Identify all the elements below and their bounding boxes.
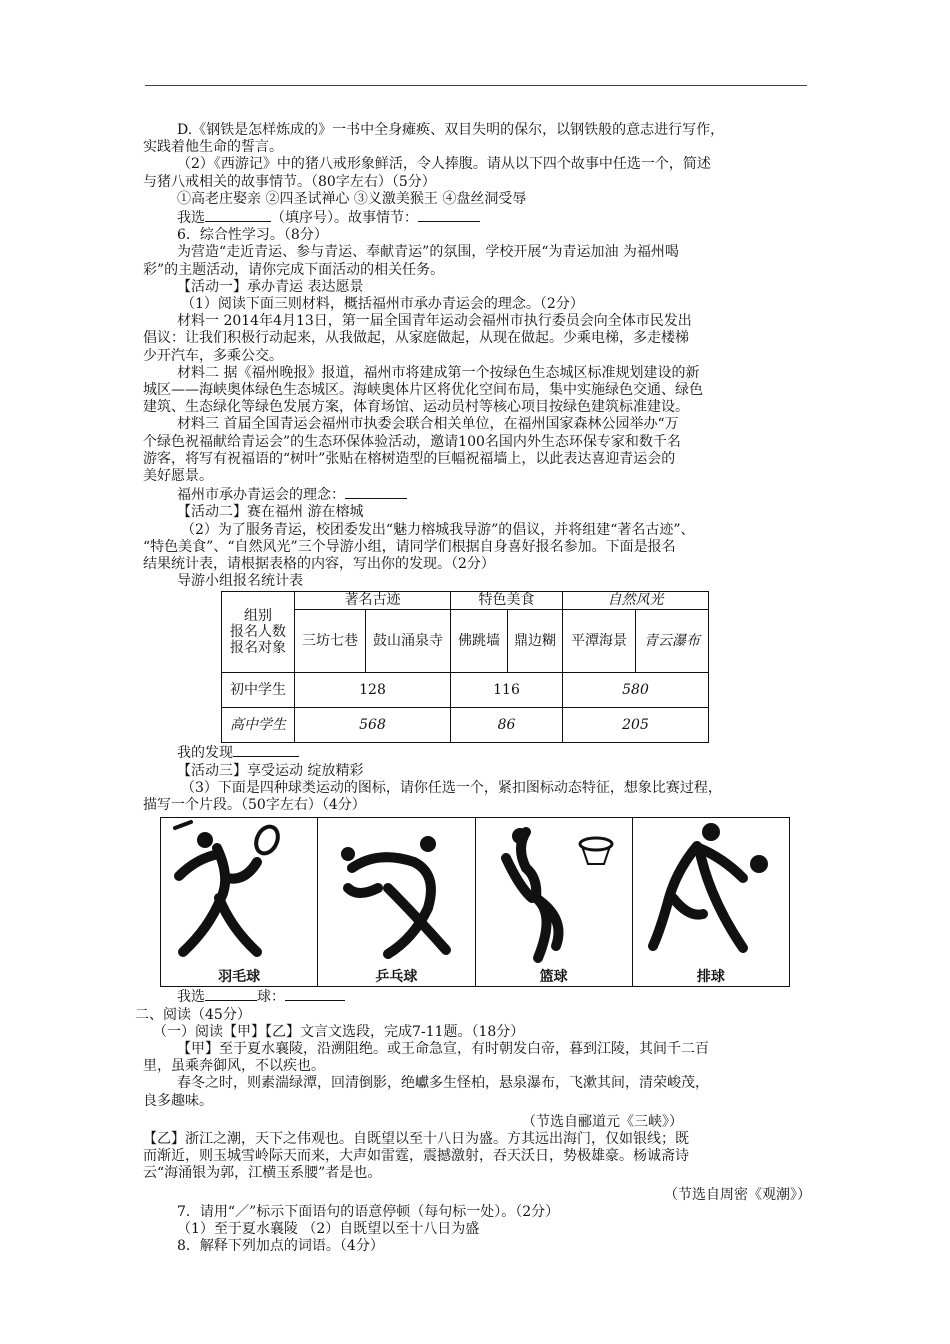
- corner-cell: [222, 592, 295, 673]
- line: 材料三 首届全国青运会福州市执委会联合相关单位，在福州国家森林公园举办“万: [177, 416, 679, 433]
- answer-blank[interactable]: [345, 485, 407, 499]
- line: 【乙】浙江之潮，天下之伟观也。自既望以至十八日为盛。方其远出海门，仅如银线；既: [143, 1130, 689, 1147]
- table-cell: 116: [451, 673, 563, 708]
- story-options: ①高老庄娶亲 ②四圣试禅心 ③义激美猴王 ④盘丝洞受辱: [177, 190, 527, 207]
- sub-header: 鼓山涌泉寺: [366, 610, 451, 673]
- question-heading: 8．解释下列加点的词语。（4分）: [177, 1238, 384, 1255]
- label: 我选: [177, 989, 205, 1006]
- line: 倡议：让我们积极行动起来，从我做起，从家庭做起，从现在做起。少乘电梯，多走楼梯: [143, 330, 689, 347]
- line: 云“海涌银为郭，江横玉系腰”者是也。: [143, 1165, 382, 1182]
- group-header: 自然风光: [563, 592, 709, 610]
- label: 报名人数: [230, 624, 286, 641]
- line: 城区——海峡奥体绿色生态城区。海峡奥体片区将优化空间布局，集中实施绿色交通、绿色: [143, 382, 703, 399]
- answer-line: [143, 208, 811, 227]
- activity-heading: 【活动二】赛在福州 游在榕城: [177, 504, 364, 521]
- source-note: （节选自郦道元《三峡》）: [522, 1113, 683, 1130]
- line: D.《钢铁是怎样炼成的》一书中全身瘫痪、双目失明的保尔，以钢铁般的意志进行写作，: [177, 122, 725, 138]
- row-label: 初中学生: [222, 673, 295, 708]
- exam-page: [135, 122, 811, 1255]
- row-label: 高中学生: [222, 708, 295, 743]
- line: 结果统计表，请根据表格的内容，写出你的发现。（2分）: [143, 556, 495, 573]
- line: （1）阅读下面三则材料，概括福州市承办青运会的理念。（2分）: [181, 296, 584, 313]
- line: 个绿色祝福献给青运会”的生态环保体验活动，邀请100名国内外生态环保专家和数千名: [143, 433, 681, 450]
- line: “特色美食”、“自然风光”三个导游小组，请同学们根据自身喜好报名参加。下面是报名: [143, 538, 676, 555]
- label: （填序号）。故事情节：: [271, 210, 418, 227]
- label: 球：: [257, 989, 285, 1006]
- line: 彩”的主题活动，请你完成下面活动的相关任务。: [143, 261, 445, 278]
- line: 材料一 2014年4月13日，第一届全国青年运动会福州市执行委员会向全体市民发出: [177, 313, 692, 330]
- table-tennis-icon: [318, 818, 475, 986]
- activity-heading: 【活动三】享受运动 绽放精彩: [177, 762, 364, 779]
- line: 春冬之时，则素湍绿潭，回清倒影，绝巘多生怪柏，悬泉瀑布，飞漱其间，清荣峻茂，: [177, 1075, 709, 1092]
- answer-blank[interactable]: [205, 208, 271, 222]
- table-cell: 86: [451, 708, 563, 743]
- answer-line: [143, 485, 811, 504]
- sport-cell-volleyball: [633, 818, 789, 986]
- table-cell: 568: [295, 708, 451, 743]
- table-title: 导游小组报名统计表: [177, 573, 303, 590]
- label: 福州市承办青运会的理念：: [177, 487, 345, 504]
- line: 实践着他生命的誓言。: [143, 139, 283, 156]
- line: 里，虽乘奔御风，不以疾也。: [143, 1058, 325, 1075]
- volleyball-icon: [633, 818, 794, 986]
- label: 我的发现: [177, 745, 233, 762]
- line: （3）下面是四种球类运动的图标，请你任选一个，紧扣图标动态特征，想象比赛过程，: [181, 779, 722, 796]
- answer-blank[interactable]: [205, 987, 257, 1001]
- table-cell: 128: [295, 673, 451, 708]
- line: 为营造“走近青运、参与青运、奉献青运”的氛围，学校开展“为青运加油 为福州喝: [177, 244, 679, 261]
- line: 良多趣味。: [143, 1092, 213, 1109]
- sub-header: 鼎边糊: [508, 610, 563, 673]
- sport-label: 乒乓球: [375, 969, 418, 986]
- answer-line: [143, 743, 811, 762]
- question-heading: 6．综合性学习。（8分）: [177, 227, 328, 244]
- label: 我选: [177, 210, 205, 227]
- sub-header: 青云瀑布: [636, 610, 709, 673]
- line: 美好愿景。: [143, 468, 213, 485]
- sport-cell-basketball: [476, 818, 633, 986]
- source-note: （节选自周密《观潮》）: [664, 1186, 811, 1203]
- line: （1）至于夏水襄陵 （2）自既望以至十八日为盛: [177, 1220, 480, 1237]
- line: 建筑、生态绿化等绿色发展方案，体育场馆、运动员村等核心项目按绿色建筑标准建设。: [143, 399, 689, 416]
- answer-line: [143, 987, 811, 1006]
- answer-blank[interactable]: [285, 987, 345, 1001]
- question-heading: 7．请用“／”标示下面语句的语意停顿（每句标一处）。（2分）: [177, 1203, 560, 1220]
- header-rule: [145, 85, 807, 86]
- line: （2）《西游记》中的猪八戒形象鲜活，令人捧腹。请从以下四个故事中任选一个，简述: [177, 156, 711, 173]
- line: 【甲】至于夏水襄陵，沿溯阻绝。或王命急宣，有时朝发白帝，暮到江陵，其间千二百: [177, 1040, 709, 1057]
- line: （2）为了服务青运，校团委发出“魅力榕城我导游”的倡议，并将组建“著名古迹”、: [181, 521, 695, 538]
- line: 少开汽车，多乘公交。: [143, 347, 283, 364]
- sport-label: 排球: [696, 969, 725, 986]
- label: 组别: [244, 608, 272, 625]
- sub-header: 佛跳墙: [451, 610, 508, 673]
- table-cell: 205: [563, 708, 709, 743]
- sub-header: 平潭海景: [563, 610, 636, 673]
- answer-blank[interactable]: [233, 743, 299, 757]
- sport-icons-panel: [160, 817, 790, 987]
- group-header: 特色美食: [451, 592, 563, 610]
- sport-label: 篮球: [539, 969, 568, 986]
- signup-table: [221, 591, 709, 743]
- line: 材料二 据《福州晚报》报道，福州市将建成第一个按绿色生态城区标准规划建设的新: [177, 364, 700, 381]
- line: 描写一个片段。（50字左右）（4分）: [143, 797, 366, 814]
- line: 游客，将写有祝福语的“树叶”张贴在榕树造型的巨幅祝福墙上，以此表达喜迎青运会的: [143, 450, 676, 467]
- sport-cell-table-tennis: [318, 818, 475, 986]
- group-header: 著名古迹: [295, 592, 451, 610]
- line: （一）阅读【甲】【乙】文言文选段，完成7-11题。（18分）: [153, 1023, 525, 1040]
- label: 报名对象: [230, 640, 286, 657]
- badminton-icon: [161, 818, 305, 986]
- sport-cell-badminton: [161, 818, 318, 986]
- answer-blank[interactable]: [418, 208, 480, 222]
- activity-heading: 【活动一】承办青运 表达愿景: [177, 278, 364, 295]
- line: 与猪八戒相关的故事情节。（80字左右）（5分）: [143, 173, 436, 190]
- line: 而渐近，则玉城雪岭际天而来，大声如雷霆，震撼激射，吞天沃日，势极雄豪。杨诚斋诗: [143, 1148, 689, 1165]
- sub-header: 三坊七巷: [295, 610, 366, 673]
- basketball-icon: [476, 818, 642, 986]
- sport-label: 羽毛球: [218, 969, 261, 986]
- section-heading: 二、阅读（45分）: [135, 1006, 251, 1023]
- table-cell: 580: [563, 673, 709, 708]
